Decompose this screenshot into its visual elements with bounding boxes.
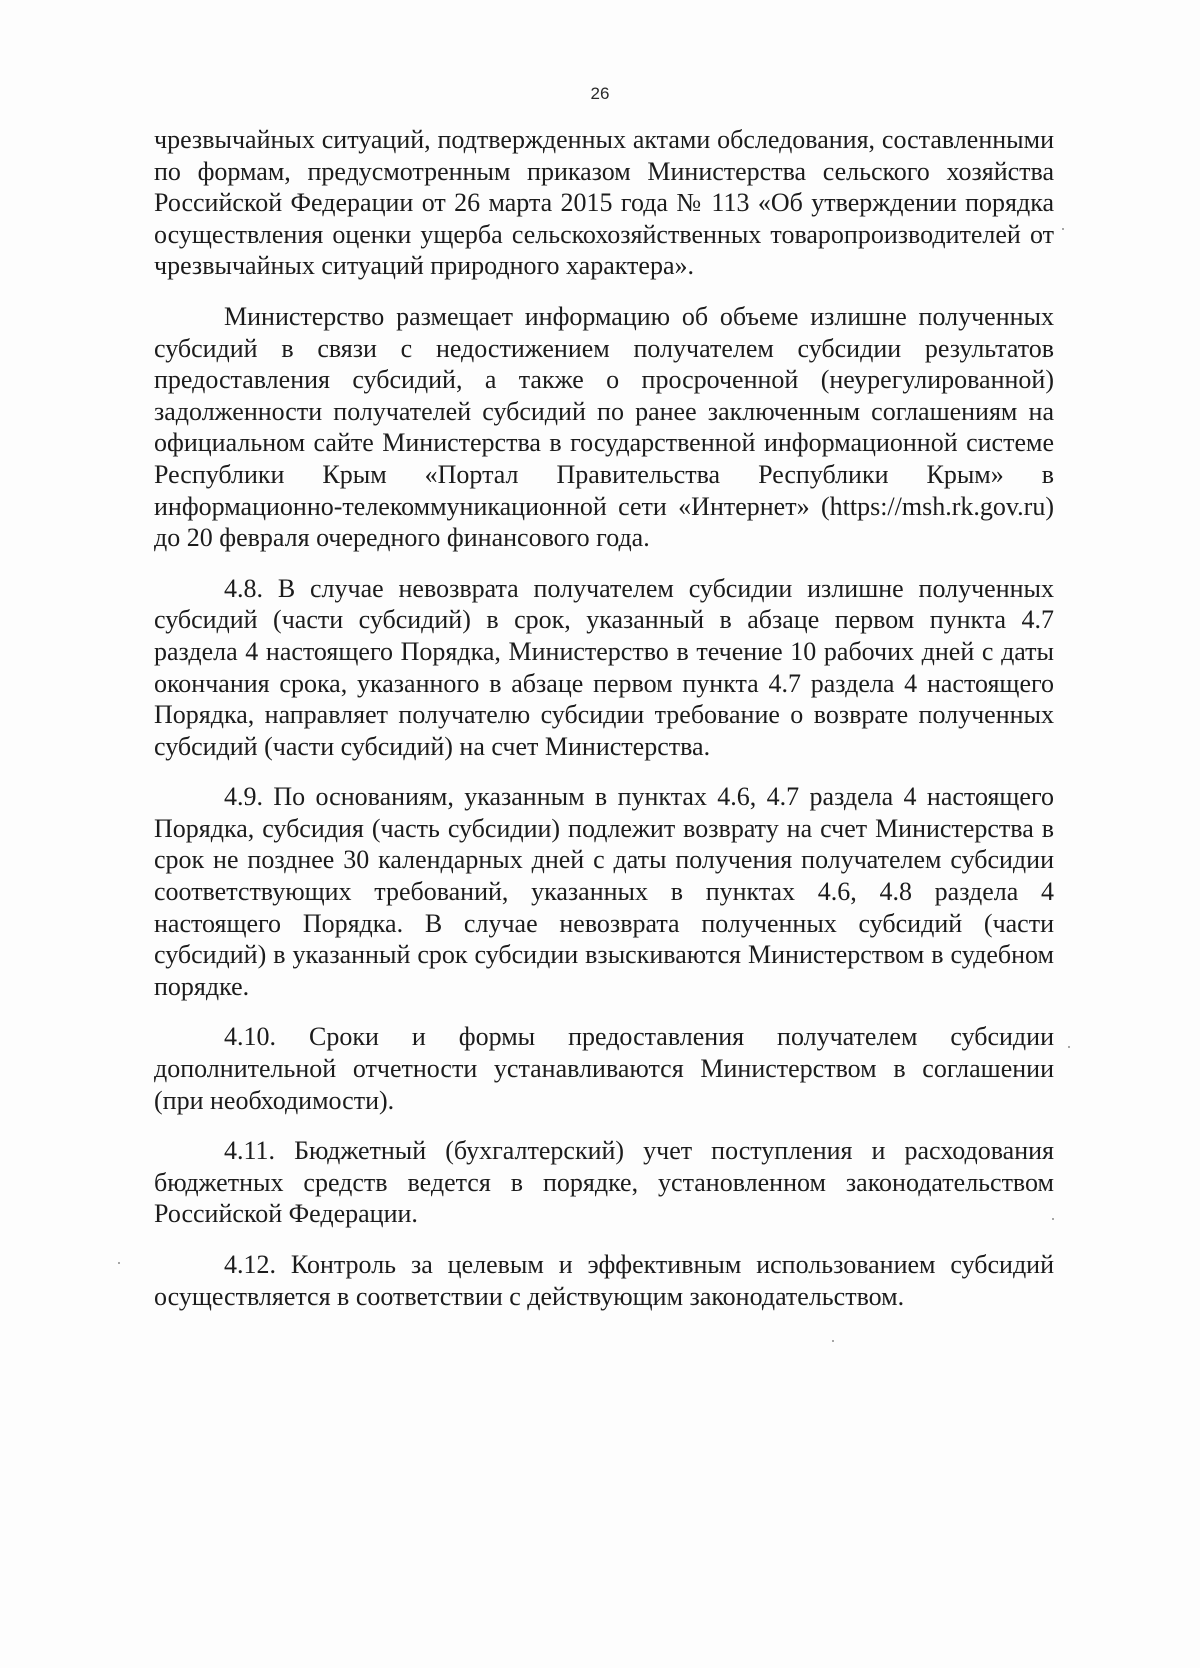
document-body <box>154 124 1054 1331</box>
scan-speck <box>118 1262 120 1264</box>
page-number: 26 <box>590 84 610 103</box>
scan-speck <box>1062 228 1064 230</box>
paragraph-continuation: чрезвычайных ситуаций, подтвержденных актами обследования, составленными по формам, предусмотренным приказом Министерства сельского хозяйства Российской Федерации от 26 марта 2015 года № 113 «Об утверждении порядка осуществления оценки ущерба сельскохозяйственных товаропроизводителей от чрезвычайных ситуаций природного характера». <box>154 125 1054 281</box>
scan-speck <box>832 1340 834 1342</box>
paragraph-4-10: 4.10. Сроки и формы предоставления получателем субсидии дополнительной отчетности устанавливаются Министерством в соглашении (при необходимости). <box>154 1022 1054 1115</box>
paragraph-4-12: 4.12. Контроль за целевым и эффективным использованием субсидий осуществляется в соответствии с действующим законодательством. <box>154 1250 1054 1311</box>
scan-speck <box>1052 1218 1054 1220</box>
paragraph-4-9: 4.9. По основаниям, указанным в пунктах 4.6, 4.7 раздела 4 настоящего Порядка, субсидия (часть субсидии) подлежит возврату на счет Министерства в срок не позднее 30 календарных дней с даты получения получателем субсидии соответствующих требований, указанных в пунктах 4.6, 4.8 раздела 4 настоящего Порядка. В случае невозврата полученных субсидий (части субсидий) в указанный срок субсидии взыскиваются Министерством в судебном порядке. <box>154 782 1054 1001</box>
paragraph-4-11: 4.11. Бюджетный (бухгалтерский) учет поступления и расходования бюджетных средств ведется в порядке, установленном законодательством Российской Федерации. <box>154 1136 1054 1229</box>
scan-speck <box>1068 1046 1070 1048</box>
paragraph-ministry-info: Министерство размещает информацию об объеме излишне полученных субсидий в связи с недостижением получателем субсидии результатов предоставления субсидий, а также о просроченной (неурегулированной) задолженности получателей субсидий по ранее заключенным соглашениям на официальном сайте Министерства в государственной информационной системе Республики Крым «Портал Правительства Республики Крым» в информационно-телекоммуникационной сети «Интернет» (https://msh.rk.gov.ru) до 20 февраля очередного финансового года. <box>154 301 1054 553</box>
paragraph-4-8: 4.8. В случае невозврата получателем субсидии излишне полученных субсидий (части субсидий) в срок, указанный в абзаце первом пункта 4.7 раздела 4 настоящего Порядка, Министерство в течение 10 рабочих дней с даты окончания срока, указанного в абзаце первом пункта 4.7 раздела 4 настоящего Порядка, направляет получателю субсидии требование о возврате полученных субсидий (части субсидий) на счет Министерства. <box>154 573 1054 761</box>
